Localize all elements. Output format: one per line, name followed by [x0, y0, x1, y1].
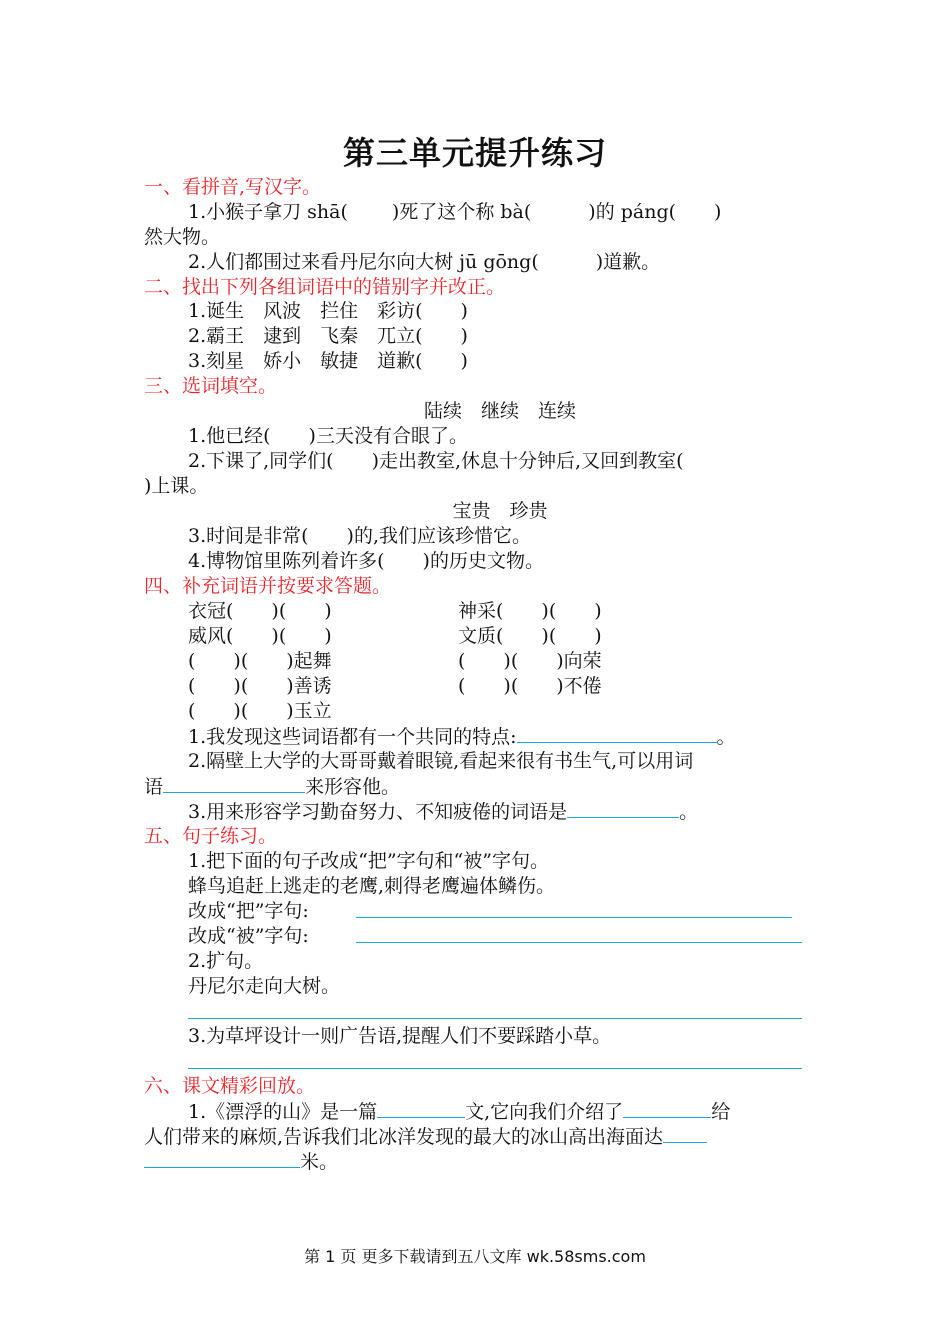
page-footer: 第 1 页 更多下载请到五八文库 wk.58sms.com	[304, 1247, 646, 1266]
s6-line-3: 米。	[144, 1149, 338, 1174]
s5-line-2: 蜂鸟追赶上逃走的老鹰,刺得老鹰遍体鳞伤。	[188, 875, 556, 897]
s5-line-5: 2.扩句。	[188, 950, 264, 972]
s3-word-bank-1: 陆续 继续 连续	[423, 400, 576, 422]
s3-line-2: 2.下课了,同学们( )走出教室,休息十分钟后,又回到教室(	[188, 450, 684, 472]
section-1-heading: 一、看拼音,写汉字。	[144, 176, 322, 198]
s5-line-4: 改成“被”字句:	[188, 925, 309, 947]
s4-question-2a: 2.隔壁上大学的大哥哥戴着眼镜,看起来很有书生气,可以用词	[188, 750, 694, 772]
s4-idiom-a2: 威风( )( )	[188, 625, 332, 647]
s6-line-1: 1.《漂浮的山》是一篇 文,它向我们介绍了 给	[188, 1101, 731, 1123]
s5-line-6: 丹尼尔走向大树。	[188, 975, 341, 997]
s5-line-7: 3.为草坪设计一则广告语,提醒人们不要踩踏小草。	[188, 1025, 612, 1047]
section-6-heading: 六、课文精彩回放。	[144, 1075, 316, 1097]
s4-idiom-b3: ( )( )向荣	[458, 650, 602, 672]
answer-blank[interactable]	[163, 774, 305, 793]
s4-idiom-a4: ( )( )善诱	[188, 675, 332, 697]
s4-idiom-b2: 文质( )( )	[458, 625, 602, 647]
s4-idiom-a3: ( )( )起舞	[188, 650, 332, 672]
section-5-heading: 五、句子练习。	[144, 825, 278, 847]
s3-line-4: 3.时间是非常( )的,我们应该珍惜它。	[188, 525, 531, 547]
s4-question-1: 1.我发现这些词语都有一个共同的特点: 。	[188, 726, 736, 748]
s4-idiom-b1: 神采( )( )	[458, 600, 602, 622]
s4-idiom-b4: ( )( )不倦	[458, 675, 602, 697]
s3-word-bank-2: 宝贵 珍贵	[452, 500, 548, 522]
s1-line-2: 然大物。	[144, 226, 221, 248]
s1-line-3: 2.人们都围过来看丹尼尔向大树 jū gōng( )道歉。	[188, 251, 661, 273]
s2-line-1: 1.诞生 风波 拦住 彩访( )	[188, 300, 468, 322]
answer-blank[interactable]	[517, 724, 717, 743]
answer-line[interactable]	[356, 917, 792, 918]
s2-line-2: 2.霸王 逮到 飞秦 兀立( )	[188, 325, 468, 347]
s2-line-3: 3.刻星 娇小 敏捷 道歉( )	[188, 350, 468, 372]
s3-line-3: )上课。	[144, 475, 209, 497]
answer-line[interactable]	[188, 1018, 802, 1019]
answer-blank[interactable]	[567, 799, 679, 818]
s4-idiom-a1: 衣冠( )( )	[188, 600, 332, 622]
section-4-heading: 四、补充词语并按要求答题。	[144, 575, 392, 597]
answer-line[interactable]	[188, 1068, 802, 1069]
s3-line-5: 4.博物馆里陈列着许多( )的历史文物。	[188, 550, 544, 572]
answer-blank[interactable]	[663, 1124, 707, 1143]
section-2-heading: 二、找出下列各组词语中的错别字并改正。	[144, 276, 506, 298]
s5-line-3: 改成“把”字句:	[188, 900, 309, 922]
s4-question-2b: 语 来形容他。	[144, 776, 401, 798]
s3-line-1: 1.他已经( )三天没有合眼了。	[188, 425, 468, 447]
s1-line-1: 1.小猴子拿刀 shā( )死了这个称 bà( )的 páng( )	[188, 201, 722, 223]
footer-link[interactable]: wk.58sms.com	[526, 1247, 646, 1266]
page-title: 第三单元提升练习	[342, 134, 607, 172]
s5-line-1: 1.把下面的句子改成“把”字句和“被”字句。	[188, 850, 549, 872]
s4-question-3: 3.用来形容学习勤奋努力、不知疲倦的词语是 。	[188, 801, 699, 823]
answer-blank[interactable]	[144, 1149, 300, 1168]
s4-idiom-a5: ( )( )玉立	[188, 700, 332, 722]
answer-line[interactable]	[356, 942, 802, 943]
s6-line-2: 人们带来的麻烦,告诉我们北冰洋发现的最大的冰山高出海面达	[144, 1124, 707, 1149]
section-3-heading: 三、选词填空。	[144, 375, 278, 397]
answer-blank[interactable]	[623, 1099, 711, 1118]
answer-blank[interactable]	[377, 1099, 465, 1118]
